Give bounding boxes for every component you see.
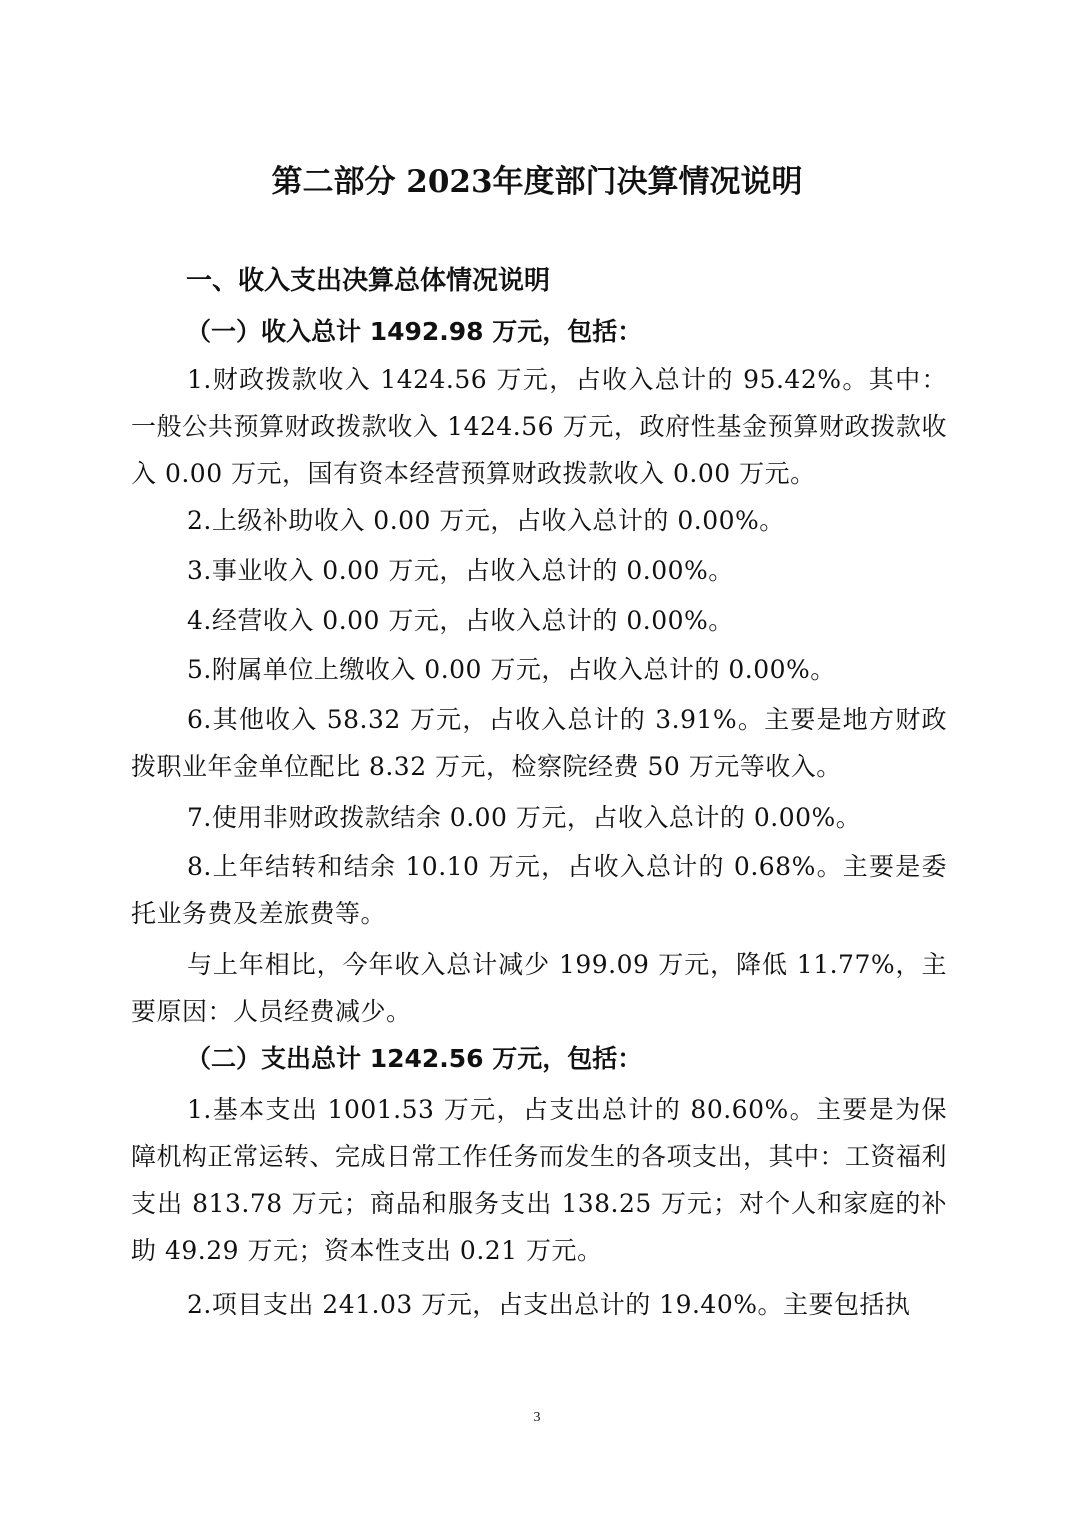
income-item-2: 2.上级补助收入 0.00 万元，占收入总计的 0.00%。 <box>187 506 785 535</box>
income-item-7: 7.使用非财政拨款结余 0.00 万元，占收入总计的 0.00%。 <box>187 803 862 832</box>
income-item-6: 6.其他收入 58.32 万元，占收入总计的 3.91%。主要是地方财政拨职业年金单位配比 8.32 万元，检察院经费 50 万元等收入。 <box>131 705 947 781</box>
section-heading: 一、收入支出决算总体情况说明 <box>186 266 551 296</box>
income-item-8: 8.上年结转和结余 10.10 万元，占收入总计的 0.68%。主要是委托业务费及差旅费等。 <box>131 852 947 928</box>
expenditure-item-1: 1.基本支出 1001.53 万元，占支出总计的 80.60%。主要是为保障机构正常运转、完成日常工作任务而发生的各项支出，其中：工资福利支出 813.78 万元；商品和服务支出 138.25 万元；对个人和家庭的补助 49.29 万元；资本性支出 0.21 万元。 <box>131 1095 948 1265</box>
income-item-4: 4.经营收入 0.00 万元，占收入总计的 0.00%。 <box>187 606 734 635</box>
page-number: 3 <box>533 1410 541 1425</box>
income-item-5: 5.附属单位上缴收入 0.00 万元，占收入总计的 0.00%。 <box>187 655 836 684</box>
expenditure-item-2: 2.项目支出 241.03 万元，占支出总计的 19.40%。主要包括执 <box>187 1290 911 1319</box>
page-title: 第二部分 2023年度部门决算情况说明 <box>271 164 803 200</box>
expenditure-heading: （二）支出总计 1242.56 万元，包括： <box>186 1044 643 1073</box>
income-item-3: 3.事业收入 0.00 万元，占收入总计的 0.00%。 <box>187 556 734 585</box>
income-item-1: 1.财政拨款收入 1424.56 万元，占收入总计的 95.42%。其中：一般公共预算财政拨款收入 1424.56 万元，政府性基金预算财政拨款收入 0.00 万元，国有资本经营预算财政拨款收入 0.00 万元。 <box>131 365 947 488</box>
income-comparison: 与上年相比，今年收入总计减少 199.09 万元，降低 11.77%，主要原因：人员经费减少。 <box>131 950 947 1026</box>
income-heading: （一）收入总计 1492.98 万元，包括： <box>186 317 643 346</box>
